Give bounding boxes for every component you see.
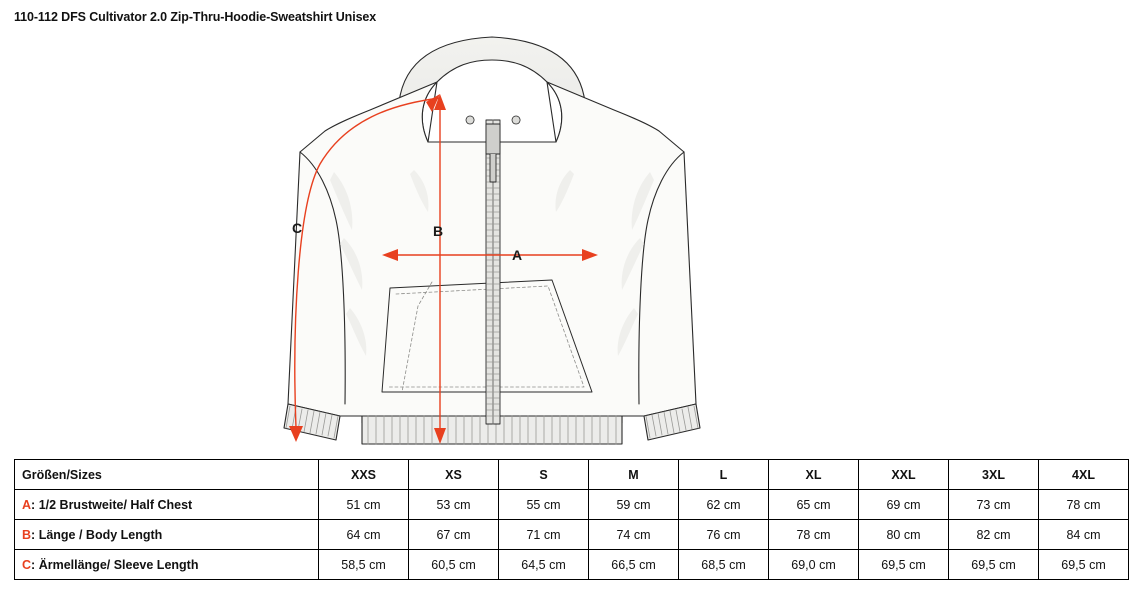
table-header-size-xxs: XXS bbox=[319, 460, 409, 490]
cell-chest-l: 62 cm bbox=[679, 490, 769, 520]
page-title: 110-112 DFS Cultivator 2.0 Zip-Thru-Hoodie-Sweatshirt Unisex bbox=[14, 10, 377, 24]
cell-chest-4xl: 78 cm bbox=[1039, 490, 1129, 520]
cell-length-xxs: 64 cm bbox=[319, 520, 409, 550]
cell-chest-xs: 53 cm bbox=[409, 490, 499, 520]
table-row bbox=[15, 490, 1129, 520]
garment-illustration bbox=[0, 24, 1015, 449]
cell-chest-xxl: 69 cm bbox=[859, 490, 949, 520]
table-row bbox=[15, 520, 1129, 550]
row-separator: : bbox=[31, 527, 36, 542]
row-label-chest bbox=[15, 490, 319, 520]
table-header-size-xxl: XXL bbox=[859, 460, 949, 490]
cell-length-xxl: 80 cm bbox=[859, 520, 949, 550]
row-label-sleeve bbox=[15, 550, 319, 580]
cell-chest-s: 55 cm bbox=[499, 490, 589, 520]
cell-length-xs: 67 cm bbox=[409, 520, 499, 550]
cell-length-m: 74 cm bbox=[589, 520, 679, 550]
row-separator: : bbox=[31, 497, 36, 512]
row-label-text: Länge / Body Length bbox=[38, 527, 163, 542]
row-label-length bbox=[15, 520, 319, 550]
cell-sleeve-4xl: 69,5 cm bbox=[1039, 550, 1129, 580]
table-header-size-l: L bbox=[679, 460, 769, 490]
cell-sleeve-3xl: 69,5 cm bbox=[949, 550, 1039, 580]
table-header-size-xs: XS bbox=[409, 460, 499, 490]
cell-length-l: 76 cm bbox=[679, 520, 769, 550]
label-a: A bbox=[512, 247, 523, 263]
label-c: C bbox=[292, 220, 303, 236]
cell-length-xl: 78 cm bbox=[769, 520, 859, 550]
table-header-row bbox=[15, 460, 1129, 490]
cell-sleeve-m: 66,5 cm bbox=[589, 550, 679, 580]
row-letter-b: B bbox=[22, 527, 32, 542]
cell-length-3xl: 82 cm bbox=[949, 520, 1039, 550]
cell-sleeve-xxs: 58,5 cm bbox=[319, 550, 409, 580]
row-separator: : bbox=[31, 557, 36, 572]
cell-sleeve-xxl: 69,5 cm bbox=[859, 550, 949, 580]
cell-sleeve-s: 64,5 cm bbox=[499, 550, 589, 580]
table-header-size-3xl: 3XL bbox=[949, 460, 1039, 490]
row-label-text: Ärmellänge/ Sleeve Length bbox=[38, 557, 199, 572]
cell-sleeve-xs: 60,5 cm bbox=[409, 550, 499, 580]
cell-sleeve-l: 68,5 cm bbox=[679, 550, 769, 580]
table-header-size-4xl: 4XL bbox=[1039, 460, 1129, 490]
cell-chest-xl: 65 cm bbox=[769, 490, 859, 520]
cell-chest-m: 59 cm bbox=[589, 490, 679, 520]
cell-length-s: 71 cm bbox=[499, 520, 589, 550]
cell-length-4xl: 84 cm bbox=[1039, 520, 1129, 550]
row-letter-c: C bbox=[22, 557, 32, 572]
table-header-size-s: S bbox=[499, 460, 589, 490]
row-label-text: 1/2 Brustweite/ Half Chest bbox=[38, 497, 193, 512]
row-letter-a: A bbox=[22, 497, 32, 512]
cell-chest-3xl: 73 cm bbox=[949, 490, 1039, 520]
table-header-label: Größen/Sizes bbox=[15, 460, 319, 490]
label-b: B bbox=[433, 223, 444, 239]
cell-chest-xxs: 51 cm bbox=[319, 490, 409, 520]
table-header-size-xl: XL bbox=[769, 460, 859, 490]
table-row bbox=[15, 550, 1129, 580]
size-chart-table bbox=[14, 459, 1129, 580]
cell-sleeve-xl: 69,0 cm bbox=[769, 550, 859, 580]
table-header-size-m: M bbox=[589, 460, 679, 490]
